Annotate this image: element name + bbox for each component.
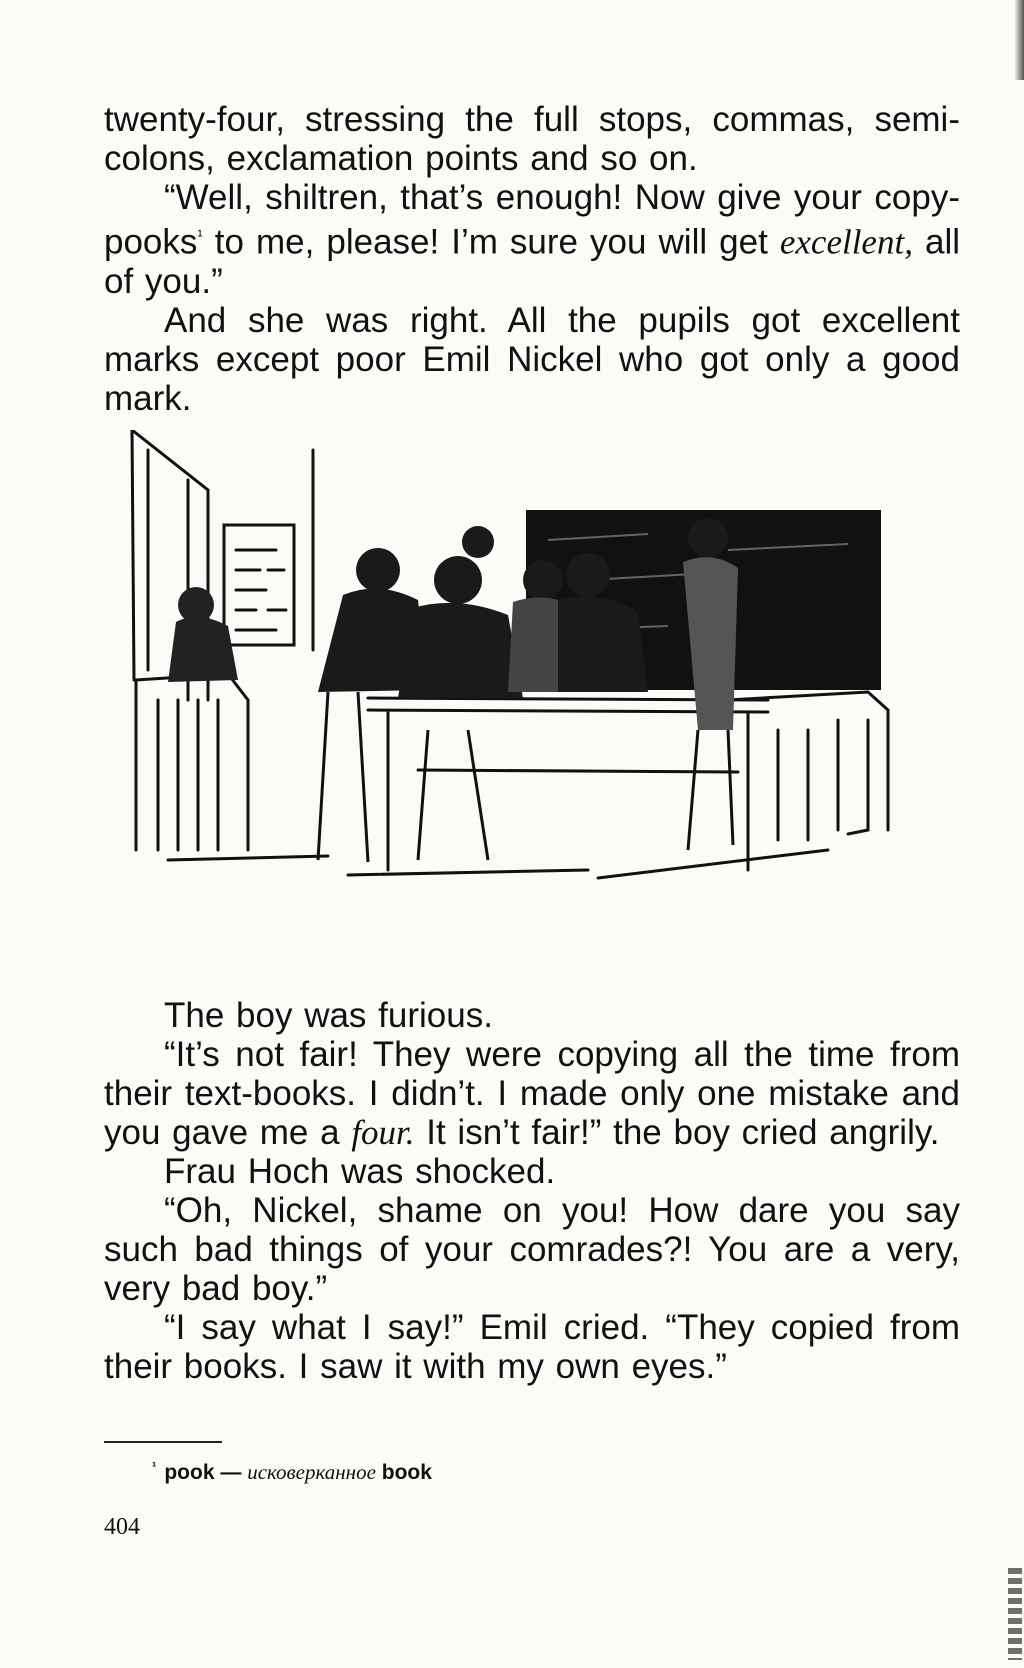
footnote-mark: ¹ [152,1459,157,1474]
footnote-divider [104,1441,222,1443]
emphasis-excellent: excellent, [779,222,913,262]
paragraph-continuation: twenty-four, stressing the full stops, commas, semi-colons, exclamation points and so on. [104,100,960,178]
scan-edge-top [1014,0,1024,80]
text-run: all of you.” [104,222,961,301]
text-run: to me, please! I’m sure you will get [202,222,780,262]
paragraph-marks: And she was right. All the pupils got excellent marks except poor Emil Nickel who got only a good mark. [104,300,960,418]
paragraph-emil-cried: “I say what I say!” Emil cried. “They copied from their books. I saw it with my own eyes.” [104,1308,960,1386]
classroom-illustration [128,430,918,950]
top-text-block [104,100,960,418]
emphasis-four: four. [351,1113,415,1152]
paragraph-shocked: Frau Hoch was shocked. [164,1152,556,1191]
paragraph-shame: “Oh, Nickel, shame on you! How dare you say such bad things of your comrades?! You are a very, very bad boy.” [104,1191,960,1308]
text-run: It isn’t fair!” the boy cried angrily. [414,1113,940,1152]
paragraph-furious: The boy was furious. [164,996,493,1035]
scan-edge-bottom [1008,1568,1022,1660]
bottom-text-block [104,996,960,1386]
footnote [152,1459,432,1485]
paragraph-teacher-speech [104,178,960,301]
paragraph-not-fair [104,1035,960,1152]
footnote-word: book [381,1461,432,1484]
footnote-reference: ¹ [197,228,203,245]
footnote-term: pook — [164,1461,242,1484]
page-number: 404 [104,1514,140,1540]
text-run: “Well, shiltren, that’s enough! Now give your copy-pooks [104,178,960,262]
footnote-russian: исковерканное [247,1460,376,1484]
text-run: “It’s not fair! They were copying all the time from their text-books. I didn’t. I made only one mistake and you gave me a [104,1035,960,1152]
